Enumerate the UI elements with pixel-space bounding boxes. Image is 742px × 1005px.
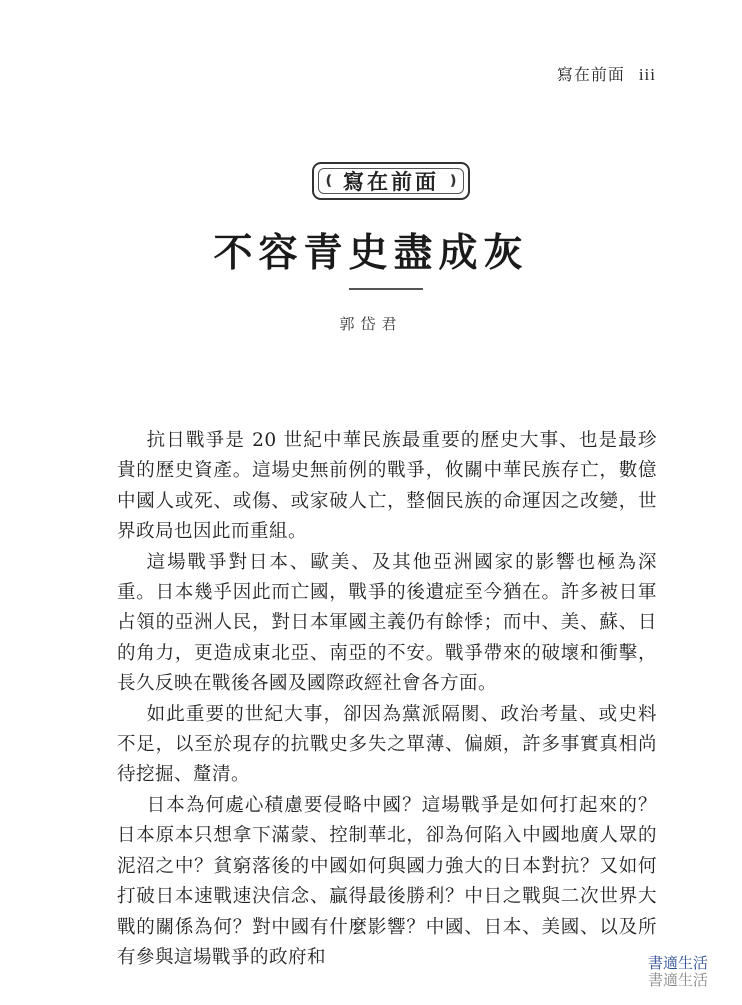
paragraph: 抗日戰爭是 20 世紀中華民族最重要的歷史大事、也是最珍貴的歷史資產。這場史無前例的戰爭，攸關中華民族存亡，數億中國人或死、或傷、或家破人亡，整個民族的命運因之改變，世界政局也因此而重組。 — [117, 430, 657, 543]
section-badge — [312, 162, 470, 200]
watermark-line-faded: 書適生活 — [647, 971, 708, 989]
section-badge-label: 寫在前面 — [343, 170, 439, 194]
body-text — [117, 426, 657, 973]
paragraph: 這場戰爭對日本、歐美、及其他亞洲國家的影響也極為深重。日本幾乎因此而亡國，戰爭的後遺症至今猶在。許多被日軍占領的亞洲人民，對日本軍國主義仍有餘悸；而中、美、蘇、日的角力，更造成東北亞、南亞的不安。戰爭帶來的破壞和衝擊，長久反映在戰後各國及國際政經社會各方面。 — [117, 551, 657, 695]
left-bracket-ornament-icon: ❪ — [323, 173, 335, 189]
paragraph: 如此重要的世紀大事，卻因為黨派隔閡、政治考量、或史料不足，以至於現存的抗戰史多失之單薄、偏頗，許多事實真相尚待挖掘、釐清。 — [117, 703, 657, 786]
right-bracket-ornament-icon: ❫ — [447, 173, 459, 189]
author-name: 郭岱君 — [339, 315, 403, 333]
paragraph: 日本為何處心積慮要侵略中國？這場戰爭是如何打起來的？日本原本只想拿下滿蒙、控制華北，卻為何陷入中國地廣人眾的泥沼之中？貧窮落後的中國如何與國力強大的日本對抗？又如何打破日本速戰速決信念、贏得最後勝利？中日之戰與二次世界大戰的關係為何？對中國有什麼影響？中國、日本、美國、以及所有參與這場戰爭的政府和 — [117, 794, 657, 968]
page-number: iii — [638, 65, 656, 84]
running-header-section: 寫在前面 — [556, 65, 625, 84]
running-header — [557, 62, 656, 85]
watermark-line: 書適生活 — [647, 954, 708, 972]
watermark — [648, 955, 708, 989]
title-divider — [349, 288, 423, 290]
chapter-title: 不容青史盡成灰 — [213, 230, 529, 276]
